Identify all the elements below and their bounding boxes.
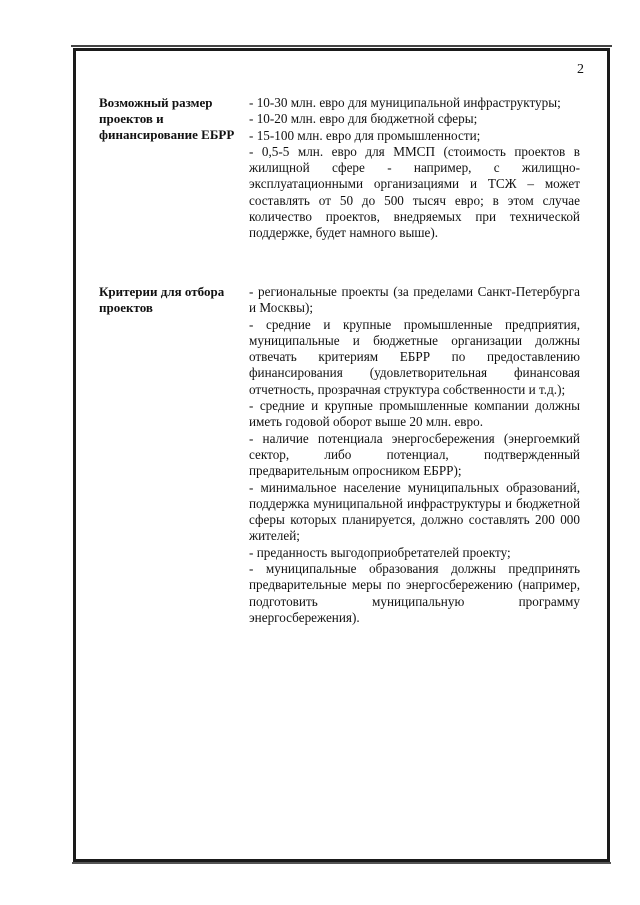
list-item: - 15-100 млн. евро для промышленности; [249,127,481,143]
list-item: - наличие потенциала энергосбережения (энергоемкий сектор, либо потенциал, подтвержденный предварительным опросником ЕБРР); [249,430,580,479]
section-selection-criteria [99,284,585,626]
list-item: - средние и крупные промышленные компании должны иметь годовой оборот выше 20 млн. евро. [249,398,580,430]
section-content [249,284,580,626]
list-item: - муниципальные образования должны предпринять предварительные меры по энергосбережению (например, подготовить муниципальную программу энергосбережения). [249,561,580,625]
page-number: 2 [577,62,584,77]
list-item: - преданность выгодоприобретателей проекту; [249,544,511,560]
section-label: Критерии для отбора проектов [99,284,225,315]
section-label: Возможный размер проектов и финансирование ЕБРР [99,95,235,142]
list-item: - 10-30 млн. евро для муниципальной инфраструктуры; [249,95,561,110]
list-item: - 0,5-5 млн. евро для ММСП (стоимость проектов в жилищной сфере - например, с жилищно-эксплуатационными организациями и ТСЖ – может составлять от 50 до 500 тысяч евро; в этом случае количество проектов, внедряемых при технической поддержке, будет намного выше). [249,143,580,241]
list-item: - 10-20 млн. евро для бюджетной сферы; [249,111,478,127]
list-item: - минимальное население муниципальных образований, поддержка муниципальной инфраструктуры и бюджетной сферы которых планируется, должно составлять 200 000 жителей; [249,479,580,544]
section-project-size [99,95,585,242]
section-content [249,95,580,242]
list-item: - средние и крупные промышленные предприятия, муниципальные и бюджетные организации должны отвечать критериям ЕБРР по предоставлению финансирования (удовлетворительная финансовая отчетность, прозрачная структура собственности и т.д.); [249,316,580,397]
list-item: - региональные проекты (за пределами Санкт-Петербурга и Москвы); [249,284,580,316]
